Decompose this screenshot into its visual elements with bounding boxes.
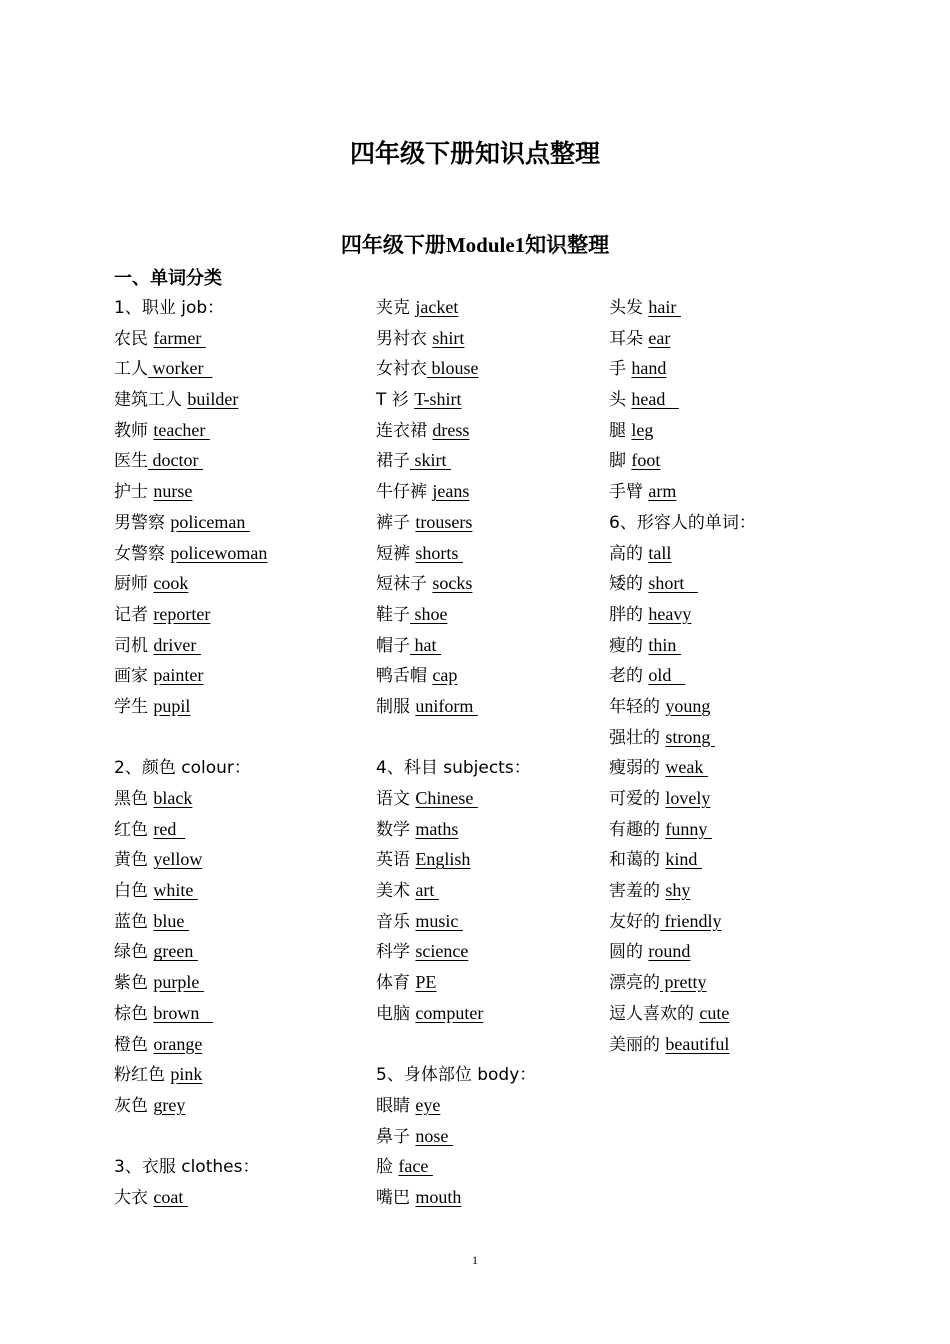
vocab-row	[376, 1151, 536, 1182]
vocab-chinese: 年轻的	[609, 696, 666, 717]
vocab-row	[114, 1121, 267, 1152]
vocab-english: orange	[153, 1033, 203, 1054]
vocab-chinese: 教师	[114, 420, 154, 441]
vocab-chinese: 3、衣服 clothes：	[114, 1157, 260, 1178]
vocab-chinese: 粉红色	[114, 1065, 171, 1086]
vocab-chinese: 绿色	[114, 942, 154, 963]
vocab-chinese: 农民	[114, 328, 154, 349]
vocab-row	[376, 292, 536, 323]
vocab-row	[376, 783, 536, 814]
vocab-row	[609, 936, 756, 967]
vocab-row	[114, 507, 267, 538]
vocab-row	[376, 844, 536, 875]
vocab-row	[609, 445, 756, 476]
vocab-row	[114, 1059, 267, 1090]
vocab-english: foot	[631, 450, 661, 471]
vocab-row	[114, 538, 267, 569]
vocab-chinese: 女衬衣	[376, 359, 427, 380]
vocab-row	[609, 875, 756, 906]
vocab-row	[114, 476, 267, 507]
vocab-english: grey	[153, 1094, 186, 1115]
vocab-chinese: 头	[609, 390, 632, 411]
vocab-row	[114, 844, 267, 875]
vocab-chinese: 夹克	[376, 298, 416, 318]
vocab-english: pink	[170, 1064, 203, 1085]
vocab-column-1	[114, 292, 267, 1213]
vocab-chinese: 高的	[609, 543, 649, 564]
vocab-english: PE	[415, 972, 437, 993]
vocab-chinese: 1、职业 job：	[114, 298, 225, 318]
vocab-row	[376, 507, 536, 538]
vocab-row	[609, 384, 756, 415]
vocab-english: cook	[153, 573, 189, 594]
vocab-chinese: 医生	[114, 451, 148, 472]
vocab-english: pupil	[153, 695, 191, 716]
vocab-english: cap	[432, 665, 458, 686]
vocab-chinese: 司机	[114, 635, 154, 656]
vocab-chinese: 厨师	[114, 574, 154, 595]
vocab-chinese: 害羞的	[609, 881, 666, 902]
vocab-english: leg	[631, 419, 654, 440]
vocab-row	[376, 691, 536, 722]
vocab-english: worker	[148, 358, 213, 379]
vocab-chinese: 男警察	[114, 512, 171, 533]
vocab-row	[609, 323, 756, 354]
vocab-row	[114, 967, 267, 998]
vocab-chinese: 灰色	[114, 1095, 154, 1116]
vocab-english: hand	[631, 358, 667, 379]
vocab-english: heavy	[648, 603, 692, 624]
vocab-chinese: 裤子	[376, 512, 416, 533]
vocab-row	[114, 599, 267, 630]
vocab-english: tall	[648, 542, 672, 563]
vocab-english: funny	[665, 818, 712, 839]
vocab-row	[609, 691, 756, 722]
vocab-row	[114, 936, 267, 967]
vocab-row	[376, 1059, 536, 1090]
vocab-row	[609, 967, 756, 998]
vocab-english: shy	[665, 880, 691, 901]
vocab-chinese: 建筑工人	[114, 390, 188, 411]
vocab-row	[609, 538, 756, 569]
vocab-english: driver	[153, 634, 201, 655]
vocab-row	[376, 568, 536, 599]
vocab-chinese: 友好的	[609, 911, 660, 932]
vocab-english: shorts	[415, 542, 463, 563]
vocab-chinese: 短裤	[376, 543, 416, 564]
vocab-english: hat	[410, 634, 441, 655]
vocab-chinese: 5、身体部位 body：	[376, 1065, 537, 1086]
vocab-row	[114, 722, 267, 753]
vocab-english: white	[153, 880, 198, 901]
vocab-chinese: 棕色	[114, 1003, 154, 1024]
vocab-chinese: 鸭舌帽	[376, 666, 433, 687]
vocab-english: socks	[432, 573, 473, 594]
vocab-row	[609, 783, 756, 814]
module-title-suffix: 知识整理	[525, 233, 610, 257]
vocab-chinese: 数学	[376, 819, 416, 840]
vocab-column-3	[609, 292, 756, 1059]
vocab-chinese: 脚	[609, 451, 632, 472]
vocab-chinese: 工人	[114, 359, 148, 380]
vocab-english: thin	[648, 634, 681, 655]
module-title-prefix: 四年级下册	[340, 233, 446, 257]
vocab-chinese: 科学	[376, 942, 416, 963]
vocab-english: farmer	[153, 327, 206, 348]
vocab-chinese: 女警察	[114, 543, 171, 564]
vocab-chinese: 记者	[114, 604, 154, 625]
vocab-chinese: 鼻子	[376, 1126, 416, 1147]
vocab-row	[114, 752, 267, 783]
vocab-chinese: 黄色	[114, 850, 154, 871]
vocab-chinese: 大衣	[114, 1187, 154, 1208]
vocab-chinese: 2、颜色 colour：	[114, 758, 251, 779]
vocab-row	[376, 906, 536, 937]
vocab-row	[376, 1121, 536, 1152]
vocab-english: shirt	[432, 327, 465, 348]
vocab-chinese: 短袜子	[376, 574, 433, 595]
vocab-chinese: 手臂	[609, 482, 649, 503]
vocab-row	[376, 1029, 536, 1060]
vocab-chinese: 橙色	[114, 1034, 154, 1055]
vocab-row	[114, 814, 267, 845]
vocab-chinese: 手	[609, 359, 632, 380]
vocab-row	[114, 1151, 267, 1182]
vocab-chinese: 男衬衣	[376, 328, 433, 349]
vocab-english: painter	[153, 665, 204, 686]
vocab-chinese: 脸	[376, 1157, 399, 1178]
vocab-english: T-shirt	[414, 389, 462, 410]
vocab-english: shoe	[410, 603, 448, 624]
vocab-chinese: 美术	[376, 881, 416, 902]
vocab-english: blouse	[427, 358, 479, 379]
vocab-chinese: 和蔼的	[609, 850, 666, 871]
vocab-chinese: 连衣裙	[376, 420, 433, 441]
vocab-english: teacher	[153, 419, 210, 440]
vocab-row	[609, 814, 756, 845]
vocab-row	[609, 415, 756, 446]
vocab-chinese: 裙子	[376, 451, 410, 472]
module-title	[0, 229, 950, 259]
vocab-row	[376, 630, 536, 661]
vocab-english: hair	[648, 297, 681, 317]
vocab-row	[114, 1090, 267, 1121]
vocab-chinese: 漂亮的	[609, 973, 660, 994]
vocab-chinese: 胖的	[609, 604, 649, 625]
vocab-row	[114, 875, 267, 906]
vocab-row	[376, 936, 536, 967]
vocab-row	[609, 353, 756, 384]
vocab-chinese: 6、形容人的单词：	[609, 512, 756, 533]
vocab-row	[114, 445, 267, 476]
vocab-row	[114, 906, 267, 937]
vocab-english: maths	[415, 818, 459, 839]
vocab-row	[609, 998, 756, 1029]
vocab-chinese: 头发	[609, 298, 649, 318]
vocab-row	[376, 445, 536, 476]
vocab-chinese: 瘦的	[609, 635, 649, 656]
vocab-chinese: 英语	[376, 850, 416, 871]
vocab-english: skirt	[410, 450, 452, 471]
vocab-english: eye	[415, 1094, 441, 1115]
vocab-chinese: 体育	[376, 973, 416, 994]
vocab-row	[376, 660, 536, 691]
vocab-row	[376, 752, 536, 783]
vocab-chinese: 腿	[609, 420, 632, 441]
vocab-english: round	[648, 941, 691, 962]
vocab-english: kind	[665, 849, 702, 870]
vocab-row	[114, 292, 267, 323]
vocab-row	[376, 353, 536, 384]
vocab-chinese: 画家	[114, 666, 154, 687]
vocab-row	[376, 323, 536, 354]
vocab-chinese: 眼睛	[376, 1095, 416, 1116]
vocab-english: nurse	[153, 481, 193, 502]
vocab-chinese: 白色	[114, 881, 154, 902]
vocab-chinese: 电脑	[376, 1003, 416, 1024]
vocab-row	[114, 998, 267, 1029]
vocab-column-2	[376, 292, 536, 1213]
vocab-row	[376, 476, 536, 507]
vocab-chinese: 红色	[114, 819, 154, 840]
vocab-english: short	[648, 573, 698, 594]
vocab-row	[114, 568, 267, 599]
page-title: 四年级下册知识点整理	[349, 139, 600, 168]
vocab-row	[376, 538, 536, 569]
vocab-english: blue	[153, 910, 189, 931]
vocab-row	[376, 1090, 536, 1121]
vocab-row	[376, 722, 536, 753]
vocab-chinese: 牛仔裤	[376, 482, 433, 503]
vocab-chinese: 耳朵	[609, 328, 649, 349]
vocab-row	[114, 691, 267, 722]
vocab-chinese: 逗人喜欢的	[609, 1003, 700, 1024]
vocab-row	[114, 384, 267, 415]
vocab-row	[609, 507, 756, 538]
vocab-chinese: 紫色	[114, 973, 154, 994]
vocab-row	[114, 660, 267, 691]
vocab-chinese: 瘦弱的	[609, 758, 666, 779]
vocab-english: lovely	[665, 788, 711, 808]
vocab-chinese: 黑色	[114, 789, 154, 809]
vocab-chinese: 语文	[376, 789, 416, 809]
vocab-row	[114, 630, 267, 661]
vocab-english: computer	[415, 1002, 484, 1023]
vocab-row	[609, 476, 756, 507]
vocab-english: black	[153, 788, 193, 808]
vocab-english: nose	[415, 1125, 453, 1146]
module-title-module: Module1	[445, 233, 526, 257]
vocab-english: reporter	[153, 603, 211, 624]
vocab-english: purple	[153, 972, 204, 993]
vocab-row	[376, 415, 536, 446]
vocab-row	[609, 630, 756, 661]
vocab-english: policewoman	[170, 542, 268, 563]
vocab-english: science	[415, 941, 469, 962]
page-number: 1	[472, 1253, 478, 1267]
vocab-english: mouth	[415, 1186, 462, 1207]
vocab-row	[114, 1182, 267, 1213]
vocab-row	[376, 384, 536, 415]
vocab-english: brown	[153, 1002, 213, 1023]
vocab-english: policeman	[170, 511, 250, 532]
vocab-english: Chinese	[415, 788, 478, 808]
vocab-english: friendly	[660, 910, 722, 931]
vocab-english: jeans	[432, 481, 470, 502]
vocab-chinese: 老的	[609, 666, 649, 687]
vocab-row	[609, 599, 756, 630]
vocab-english: art	[415, 880, 439, 901]
vocab-english: uniform	[415, 695, 478, 716]
vocab-row	[609, 722, 756, 753]
vocab-chinese: 鞋子	[376, 604, 410, 625]
vocab-chinese: T 衫	[376, 390, 415, 411]
vocab-english: coat	[153, 1186, 188, 1207]
vocab-chinese: 蓝色	[114, 911, 154, 932]
vocab-row	[609, 660, 756, 691]
vocab-english: music	[415, 910, 463, 931]
vocab-row	[114, 1029, 267, 1060]
vocab-english: doctor	[148, 450, 203, 471]
vocab-english: weak	[665, 757, 708, 778]
vocab-row	[376, 599, 536, 630]
vocab-chinese: 可爱的	[609, 789, 666, 809]
vocab-chinese: 强壮的	[609, 727, 666, 748]
vocab-row	[376, 875, 536, 906]
vocab-chinese: 4、科目 subjects：	[376, 758, 531, 779]
section-heading: 一、单词分类	[114, 268, 222, 289]
vocab-english: jacket	[415, 297, 459, 317]
vocab-chinese: 制服	[376, 696, 416, 717]
vocab-english: pretty	[660, 972, 707, 993]
vocab-english: old	[648, 665, 685, 686]
vocab-chinese: 有趣的	[609, 819, 666, 840]
vocab-english: green	[153, 941, 198, 962]
vocab-chinese: 矮的	[609, 574, 649, 595]
vocab-row	[114, 323, 267, 354]
vocab-english: red	[153, 818, 186, 839]
vocab-english: ear	[648, 327, 671, 348]
vocab-english: English	[415, 849, 471, 870]
vocab-chinese: 护士	[114, 482, 154, 503]
vocab-chinese: 嘴巴	[376, 1187, 416, 1208]
vocab-chinese: 美丽的	[609, 1034, 666, 1055]
vocab-english: builder	[187, 389, 239, 410]
vocab-chinese: 音乐	[376, 911, 416, 932]
vocab-row	[376, 1182, 536, 1213]
vocab-english: strong	[665, 726, 715, 747]
vocab-row	[609, 906, 756, 937]
vocab-chinese: 学生	[114, 696, 154, 717]
vocab-english: trousers	[415, 511, 473, 532]
vocab-row	[114, 415, 267, 446]
vocab-row	[114, 353, 267, 384]
vocab-row	[376, 814, 536, 845]
vocab-row	[609, 752, 756, 783]
vocab-english: cute	[699, 1002, 730, 1023]
vocab-row	[114, 783, 267, 814]
vocab-row	[609, 1029, 756, 1060]
vocab-chinese: 圆的	[609, 942, 649, 963]
vocab-english: arm	[648, 481, 677, 502]
vocab-english: dress	[432, 419, 470, 440]
vocab-english: face	[398, 1156, 433, 1177]
vocab-chinese: 帽子	[376, 635, 410, 656]
vocab-row	[609, 844, 756, 875]
vocab-english: head	[631, 389, 679, 410]
vocab-row	[609, 292, 756, 323]
vocab-row	[376, 967, 536, 998]
vocab-english: young	[665, 695, 711, 716]
vocab-english: yellow	[153, 849, 203, 870]
vocab-row	[376, 998, 536, 1029]
vocab-english: beautiful	[665, 1033, 730, 1054]
vocab-row	[609, 568, 756, 599]
